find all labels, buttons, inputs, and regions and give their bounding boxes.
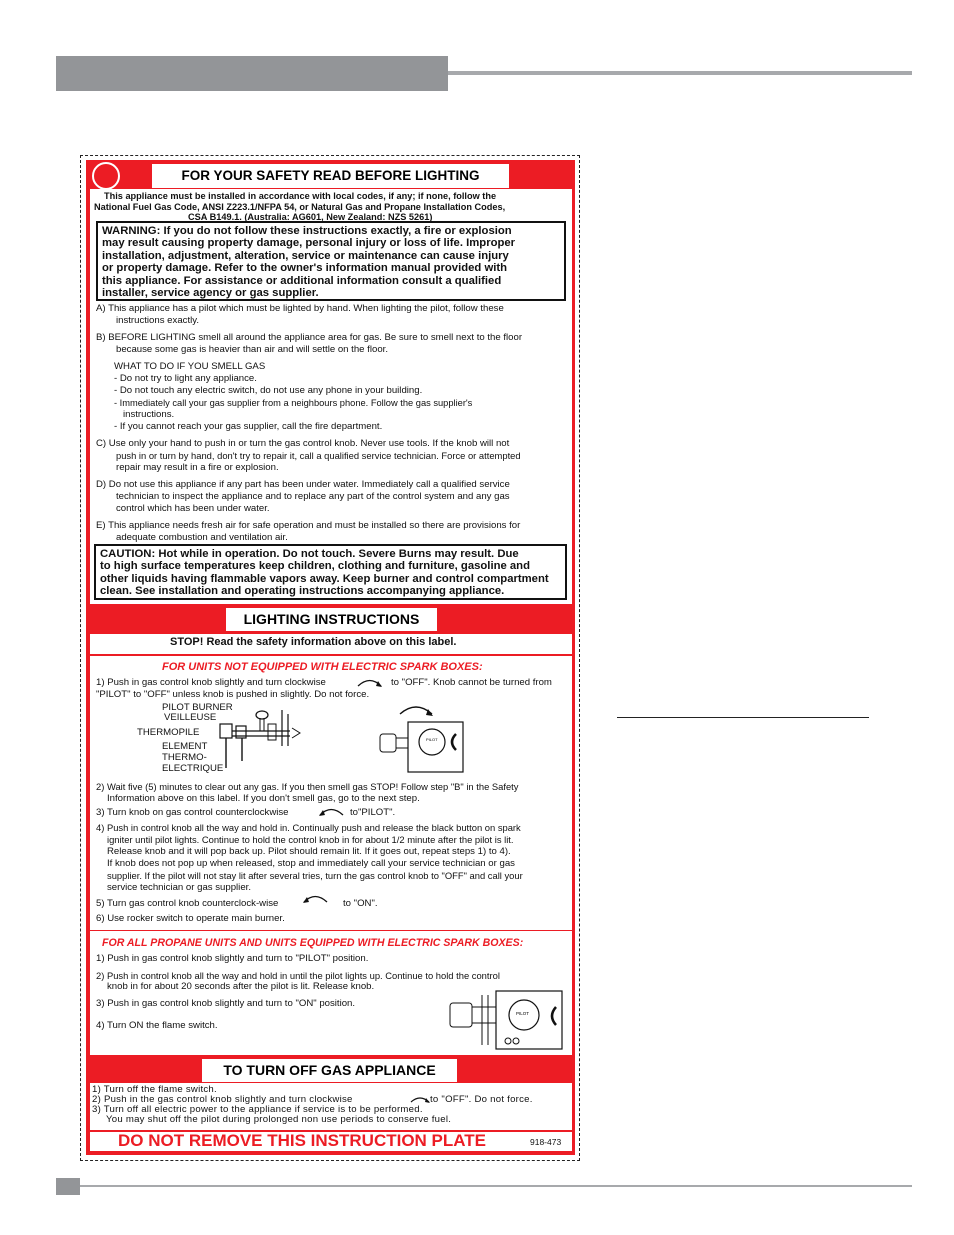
spark-divider xyxy=(90,930,572,931)
off-step-1: 1) Turn off the flame switch. xyxy=(92,1084,217,1095)
step4-line-6: service technician or gas supplier. xyxy=(107,882,251,893)
spark-step-3: 3) Push in gas control knob slightly and turn to "ON" position. xyxy=(96,998,356,1009)
step1-line-1: 1) Push in gas control knob slightly and turn clockwise xyxy=(96,677,326,688)
label-veilleuse: VEILLEUSE xyxy=(164,712,217,723)
step6-line: 6) Use rocker switch to operate main burner. xyxy=(96,913,285,924)
caution-line-1: CAUTION: Hot while in operation. Do not touch. Severe Burns may result. Due xyxy=(100,548,519,560)
safety-c-1: C) Use only your hand to push in or turn the gas control knob. Never use tools. If the knob will not xyxy=(96,438,510,449)
turn-off-title: TO TURN OFF GAS APPLIANCE xyxy=(202,1059,457,1082)
smell-5: - If you cannot reach your gas supplier, call the fire department. xyxy=(114,421,383,432)
spark-step-2b: knob in for about 20 seconds after the pilot is lit. Release knob. xyxy=(107,981,375,992)
safety-d-1: D) Do not use this appliance if any part has been under water. Immediately call a qualified service xyxy=(96,479,510,490)
footer-rule xyxy=(80,1185,912,1187)
smell-4: instructions. xyxy=(123,409,175,420)
safety-a-1: A) This appliance has a pilot which must be lighted by hand. When lighting the pilot, follow these xyxy=(96,303,504,314)
intro-line-3: CSA B149.1. (Australia: AG601, New Zealand: NZS 5261) xyxy=(188,212,433,222)
off-step-2: 2) Push in the gas control knob slightly and turn clockwise xyxy=(92,1094,353,1105)
spark-step-1: 1) Push in gas control knob slightly and turn to "PILOT" position. xyxy=(96,953,369,964)
safety-d-2: technician to inspect the appliance and to replace any part of the control system and any gas xyxy=(116,491,510,502)
step1-line-1b: to "OFF". Knob cannot be turned from xyxy=(391,677,552,688)
label-pilot-burner: PILOT BURNER xyxy=(162,702,233,713)
step1-line-2: "PILOT" to "OFF" unless knob is pushed in slightly. Do not force. xyxy=(96,689,370,700)
label-thermopile: THERMOPILE xyxy=(137,727,200,738)
safety-title: FOR YOUR SAFETY READ BEFORE LIGHTING xyxy=(152,164,509,188)
safety-c-3: repair may result in a fire or explosion. xyxy=(116,462,279,473)
safety-d-3: control which has been under water. xyxy=(116,503,270,514)
lighting-title: LIGHTING INSTRUCTIONS xyxy=(226,608,437,631)
safety-e-2: adequate combustion and ventilation air. xyxy=(116,532,288,543)
step2-line-1: 2) Wait five (5) minutes to clear out any gas. If you then smell gas STOP! Follow step "B" in the Safety xyxy=(96,781,519,792)
counterclockwise-arrow-icon-2 xyxy=(300,892,330,904)
warning-line-1: WARNING: If you do not follow these instructions exactly, a fire or explosion xyxy=(102,225,512,237)
clockwise-arrow-icon-2 xyxy=(409,1094,431,1104)
side-rule xyxy=(617,717,869,718)
step5-line-1: 5) Turn gas control knob counterclock-wise xyxy=(96,898,279,909)
do-not-remove-text: DO NOT REMOVE THIS INSTRUCTION PLATE xyxy=(118,1131,487,1150)
step3-line-1: 3) Turn knob on gas control counterclockwise xyxy=(96,807,289,818)
label-thermo: THERMO- xyxy=(162,752,207,763)
pilot-assembly-diagram xyxy=(212,706,302,776)
safety-b-1: B) BEFORE LIGHTING smell all around the appliance area for gas. Be sure to smell next to the floor xyxy=(96,332,523,343)
smell-2: - Do not touch any electric switch, do not use any phone in your building. xyxy=(114,385,423,396)
caution-line-3: other liquids having flammable vapors away. Keep burner and control compartment xyxy=(100,572,549,585)
step5-line-1b: to "ON". xyxy=(343,898,378,909)
step4-line-4: If knob does not pop up when released, stop and immediately call your service technician or gas xyxy=(107,858,515,869)
part-number: 918-473 xyxy=(530,1137,562,1147)
nonspark-heading: FOR UNITS NOT EQUIPPED WITH ELECTRIC SPARK BOXES: xyxy=(162,661,483,673)
counterclockwise-arrow-icon xyxy=(316,805,346,817)
off-step-4: You may shut off the pilot during prolonged non use periods to conserve fuel. xyxy=(106,1114,452,1125)
stop-text: STOP! Read the safety information above on this label. xyxy=(170,636,457,648)
warning-line-2: may result causing property damage, personal injury or loss of life. Improper xyxy=(102,237,516,250)
step4-line-1: 4) Push in control knob all the way and hold in. Continually push and release the black button on spark xyxy=(96,822,521,833)
warning-line-6: installer, service agency or gas supplier. xyxy=(102,287,319,300)
label-electrique: ELECTRIQUE xyxy=(162,763,224,774)
svg-text:PILOT: PILOT xyxy=(426,737,438,742)
step4-line-2: igniter until pilot lights. Continue to hold the control knob in for about 1/2 minute after the pilot is lit. xyxy=(107,834,514,845)
off-step-2b: to "OFF". Do not force. xyxy=(430,1094,533,1105)
smell-1: - Do not try to light any appliance. xyxy=(114,373,257,384)
warning-line-4: or property damage. Refer to the owner's information manual provided with xyxy=(102,262,508,275)
warning-line-3: installation, adjustment, alteration, service or maintenance can cause injury xyxy=(102,249,509,262)
spark-heading: FOR ALL PROPANE UNITS AND UNITS EQUIPPED WITH ELECTRIC SPARK BOXES: xyxy=(102,937,524,949)
step2-line-2: Information above on this label. If you don't smell gas, go to the next step. xyxy=(107,793,420,804)
step3-line-1b: to"PILOT". xyxy=(350,807,396,818)
footer-tab xyxy=(56,1178,80,1195)
step4-line-5: supplier. If the pilot will not stay lit after several tries, turn the gas control knob to "OFF" and call your xyxy=(107,870,523,881)
gas-valve-diagram xyxy=(378,696,464,774)
safety-a-2: instructions exactly. xyxy=(116,315,199,326)
svg-text:PILOT: PILOT xyxy=(516,1011,530,1016)
intro-line-1: This appliance must be installed in accordance with local codes, if any; if none, follow the xyxy=(104,191,497,201)
gas-valve-diagram-2 xyxy=(446,985,564,1053)
smell-title: WHAT TO DO IF YOU SMELL GAS xyxy=(114,361,266,372)
intro-line-2: National Fuel Gas Code, ANSI Z223.1/NFPA 54, or Natural Gas and Propane Installation Codes, xyxy=(94,202,506,212)
warning-box xyxy=(96,221,566,301)
header-rule xyxy=(448,71,912,75)
warning-line-5: this appliance. For assistance or additional information consult a qualified xyxy=(102,274,502,287)
header-bar xyxy=(56,56,448,91)
clockwise-arrow-icon xyxy=(355,676,385,688)
step4-line-3: Release knob and it will pop back up. Pilot should remain lit. If it goes out, repeat steps 1) to 4). xyxy=(107,846,511,857)
off-step-3: 3) Turn off all electric power to the appliance if service is to be performed. xyxy=(92,1104,423,1115)
safety-e-1: E) This appliance needs fresh air for safe operation and must be installed so there are provisions for xyxy=(96,520,521,531)
safety-b-2: because some gas is heavier than air and will settle on the floor. xyxy=(116,344,388,355)
caution-line-2: to high surface temperatures keep children, clothing and furniture, gasoline and xyxy=(100,560,530,573)
smell-3: - Immediately call your gas supplier from a neighbours phone. Follow the gas supplier's xyxy=(114,398,473,408)
caution-box xyxy=(94,544,567,600)
warning-circle-icon xyxy=(92,162,120,190)
caution-line-4: clean. See installation and operating instructions accompanying appliance. xyxy=(100,585,505,598)
safety-c-2: push in or turn by hand, don't try to repair it, call a qualified service technician. Force or attempted xyxy=(116,450,521,461)
stop-divider xyxy=(90,654,572,656)
label-element: ELEMENT xyxy=(162,741,208,752)
spark-step-2a: 2) Push in control knob all the way and hold in until the pilot lights up. Continue to hold the control xyxy=(96,970,500,981)
spark-step-4: 4) Turn ON the flame switch. xyxy=(96,1020,218,1031)
